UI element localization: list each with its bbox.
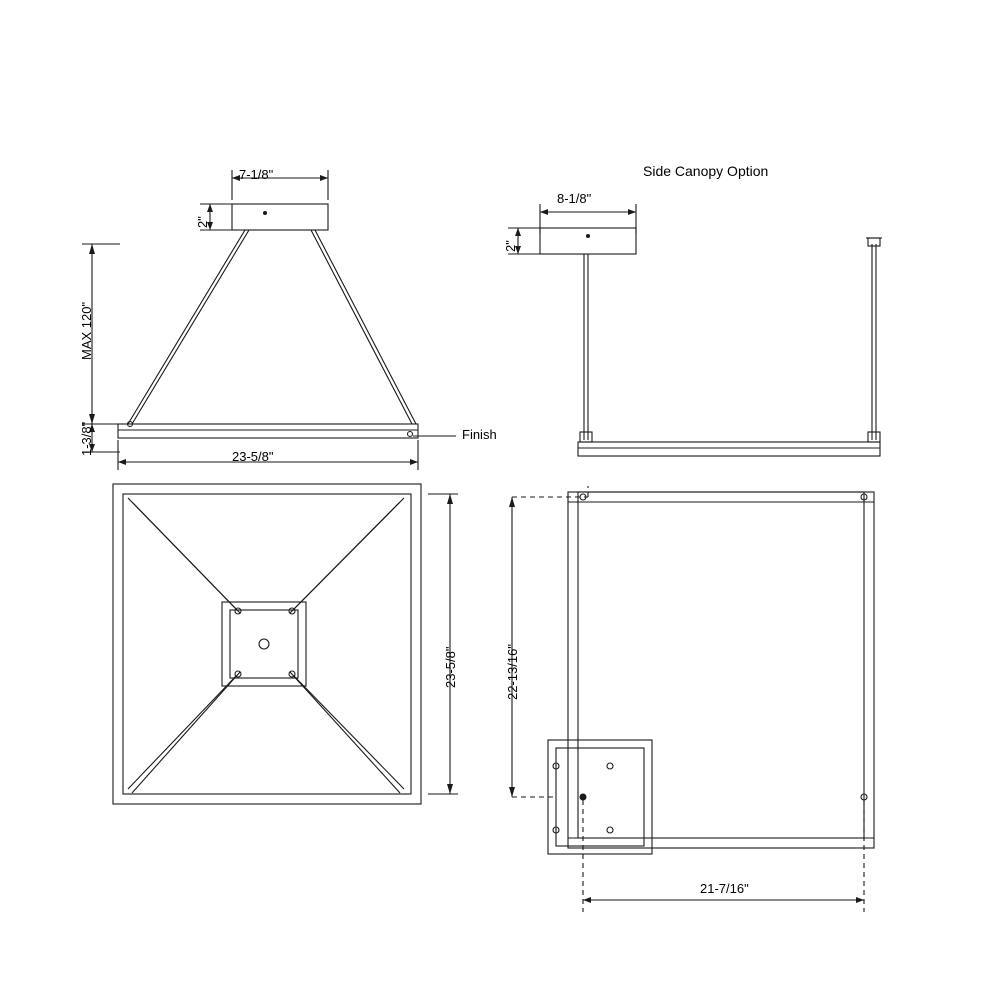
dim-side-canopy-width: 8-1/8" [557, 191, 592, 206]
dim-plan-depth: 23-5/8" [443, 646, 458, 688]
title-side-canopy-option: Side Canopy Option [643, 163, 769, 179]
dim-mounting-width: 21-7/16" [700, 881, 749, 896]
dim-side-canopy-height: 2" [503, 240, 518, 252]
dim-fixture-body-height: 1-3/8" [79, 421, 94, 456]
dim-max-drop: MAX 120" [79, 301, 94, 360]
dim-fixture-width: 23-5/8" [232, 449, 274, 464]
callout-finish: Finish [462, 427, 497, 442]
dim-front-canopy-width: 7-1/8" [239, 167, 274, 182]
dim-mounting-height: 22-13/16" [505, 644, 520, 700]
dim-front-canopy-height: 2" [195, 216, 210, 228]
